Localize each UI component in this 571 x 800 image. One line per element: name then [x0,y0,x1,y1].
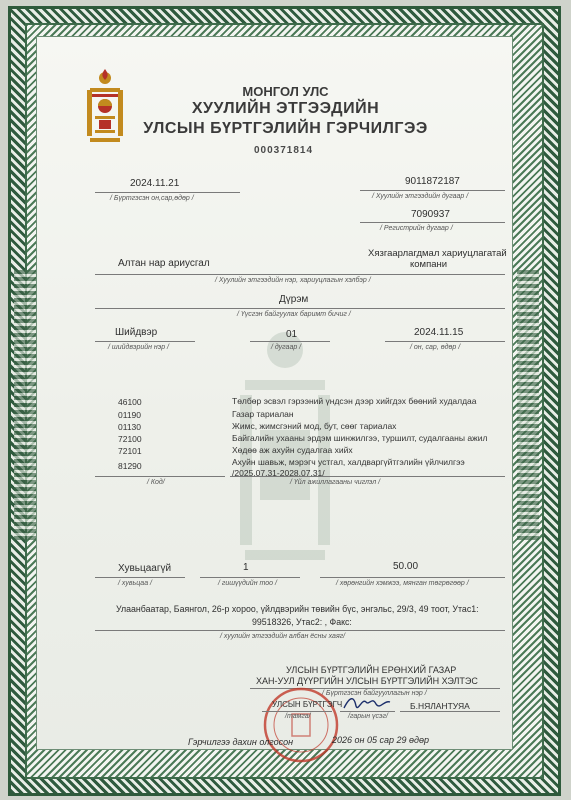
entity-caption: / Хуулийн этгээдийн нэр, хариуцлагын хэлбэр / [215,277,371,284]
decision-name-caption: / шийдвэрийн нэр / [108,344,170,351]
activity-line: Байгалийн ухааны эрдэм шинжилгээ, туршилт, судалгааны ажил [232,433,488,443]
address-caption: / хуулийн этгээдийн албан ёсны хаяг/ [220,633,346,640]
entity-type-line-1: Хязгаарлагдмал хариуцлагатай [368,248,507,259]
serial-number: 000371814 [254,145,314,156]
activity-line: Газар тариалан [232,409,294,419]
decision-name: Шийдвэр [115,327,158,338]
decision-number: 01 [286,329,298,340]
renewal-date: 2026 он 05 сар 29 өдөр [332,735,430,745]
registration-date: 2024.11.21 [130,178,180,189]
registration-date-caption: / Бүртгэсэн он,сар,өдөр / [110,195,194,202]
address-line-1: Улаанбаатар, Баянгол, 26-р хороо, үйлдвэрийн төвийн бүс, энгэльс, 29/3, 49 тоот, Утас1: [116,604,479,614]
share-type-caption: / хувьцаа / [118,580,152,587]
divider [340,711,395,712]
founding-document: Дүрэм [279,294,309,305]
country-name: МОНГОЛ УЛС [242,84,329,99]
activity-line: /2025.07.31-2028.07.31/ [232,468,325,478]
activity-code: 81290 [118,461,142,471]
divider [360,190,505,191]
activity-code: 72100 [118,434,142,444]
divider [385,341,505,342]
stamp-caption: /тамга/ [285,713,311,720]
divider [95,630,505,631]
entity-number: 9011872187 [405,176,460,187]
member-count-caption: / гишүүдийн тоо / [218,580,277,587]
divider [95,308,505,309]
divider [360,222,505,223]
agency-caption: / Бүртгэсэн байгууллагын нэр / [322,690,427,697]
activity-line: Ахуйн шавьж, мэрэгч устгал, халдваргүйтгэлийн үйлчилгээ [232,457,465,467]
capital-amount-caption: / хөрөнгийн хэмжээ, мянган төгрөгөөр / [336,580,469,587]
divider [320,577,505,578]
divider [400,711,500,712]
divider [262,711,332,712]
entity-name: Алтан нар ариусгал [118,258,210,269]
address-line-2: 99518326, Утас2: , Факс: [252,617,352,627]
capital-amount: 50.00 [393,561,419,572]
activity-line: Төлбөр эсвэл гэрээний үндсэн дээр хийгдэх бөөний худалдаа [232,396,477,406]
signature-caption: /гарын үсэг/ [348,713,388,720]
registrar-name: Б.НЯЛАНТУЯА [410,701,470,711]
divider [95,341,195,342]
activity-line: Хөдөө аж ахуйн судалгаа хийх [232,445,353,455]
decision-number-caption: / дугаар / [271,344,302,351]
activity-code: 01190 [118,410,142,420]
founding-document-caption: / Үүсгэн байгуулах баримт бичиг / [237,311,351,318]
mongolian-script-band-left [14,270,36,540]
activity-line: Жимс, жимсгэний мод, бут, сөөг тариалах [232,421,397,431]
divider [230,476,505,477]
decision-date: 2024.11.15 [414,327,464,338]
divider [200,577,300,578]
entity-number-caption: / Хуулийн этгээдийн дугаар / [372,193,469,200]
activity-code: 01130 [118,422,142,432]
divider [95,274,505,275]
registry-number-caption: / Регистрийн дугаар / [380,225,453,232]
agency-line-1: УЛСЫН БҮРТГЭЛИЙН ЕРӨНХИЙ ГАЗАР [286,665,457,675]
registry-number: 7090937 [411,209,450,220]
decision-date-caption: / он, сар, өдөр / [410,344,461,351]
activity-code: 46100 [118,397,142,407]
title-line-1: ХУУЛИЙН ЭТГЭЭДИЙН [191,100,380,117]
mongolian-script-band-right [517,270,539,540]
divider [95,192,240,193]
member-count: 1 [243,562,249,573]
divider [250,341,330,342]
official-stamp-icon [262,686,343,764]
activity-caption: / Үйл ажиллагааны чиглэл / [290,479,381,486]
entity-type-line-2: компани [410,259,448,270]
renewal-label: Гэрчилгээ дахин олгосон [188,737,294,747]
divider [95,577,185,578]
share-type: Хувьцаагүй [118,563,172,574]
activity-code-caption: / Код/ [147,479,165,486]
activity-code: 72101 [118,446,142,456]
registrar-label: УЛСЫН БҮРТГЭГЧ [272,700,343,709]
divider [95,476,225,477]
title-line-2: УЛСЫН БҮРТГЭЛИЙН ГЭРЧИЛГЭЭ [143,120,428,137]
agency-line-2: ХАН-УУЛ ДҮҮРГИЙН УЛСЫН БҮРТГЭЛИЙН ХЭЛТЭС [256,676,478,686]
